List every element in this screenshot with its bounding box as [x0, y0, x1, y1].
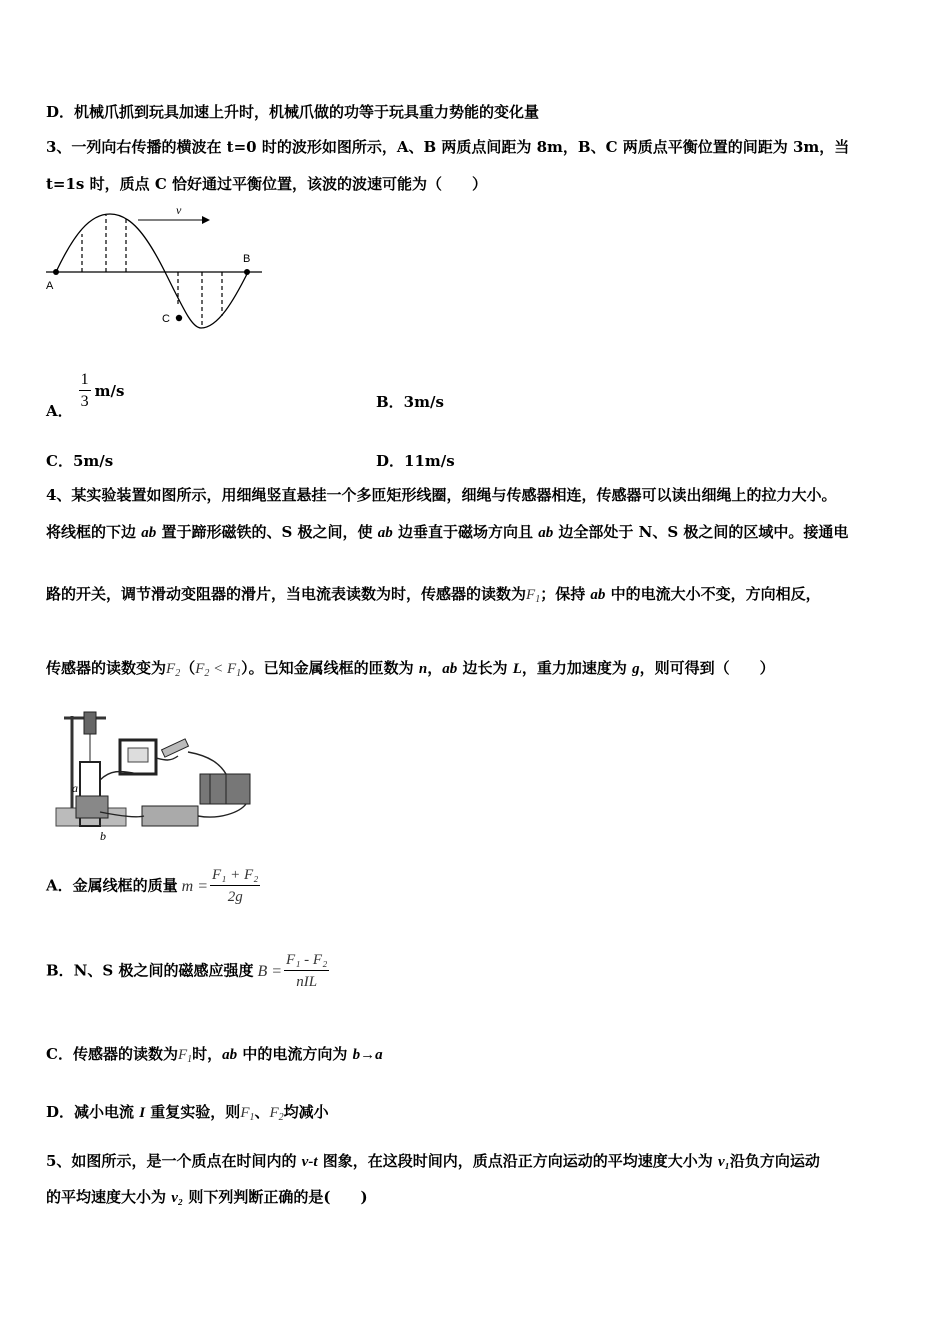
f2-symbol: $F_2$ [269, 1105, 284, 1123]
f1-symbol: $F_1$ [240, 1105, 255, 1123]
q4-stem-line4: 传感器的读数变为$F_2(F_2 < F_1)$。已知金属线框的匝数为 n，ab 边长为 L，重力加速度为 g，则可得到（ ） [46, 659, 775, 679]
rheostat [142, 806, 198, 826]
q3-option-a-fraction: $\frac{1}{3}$ [80, 371, 89, 410]
velocity-arrowhead-icon [202, 216, 210, 224]
q3-stem-line1: 3、一列向右传播的横波在 t=0 时的波形如图所示，A、B 两质点间距为 8m，B、C 两质点平衡位置的间距为 3m，当 [46, 138, 850, 156]
q3-stem-line2: t=1s 时，质点 C 恰好通过平衡位置，该波的波速可能为（ ） [46, 175, 487, 193]
q4-stem-line2: 将线框的下边 ab 置于蹄形磁铁的、S 极之间，使 ab 边垂直于磁场方向且 ab 边全部处于 N、S 极之间的区域中。接通电 [46, 523, 849, 541]
prev-option-d: D．机械爪抓到玩具加速上升时，机械爪做的功等于玩具重力势能的变化量 [46, 103, 540, 121]
label-c: C [162, 313, 170, 325]
q4-stem-line1: 4、某实验装置如图所示，用细绳竖直悬挂一个多匝矩形线圈，细绳与传感器相连，传感器可以读出细绳上的拉力大小。 [46, 486, 837, 504]
label-a: A [46, 280, 54, 292]
q4-option-c[interactable]: C．传感器的读数为$F_1$时，ab 中的电流方向为 b→a [46, 1045, 383, 1065]
f2-lt-f1: $F_2 < F_1$ [195, 661, 242, 679]
magnet [76, 796, 108, 818]
q4-stem-line3: 路的开关，调节滑动变阻器的滑片，当电流表读数为时，传感器的读数为$F_1$；保持 ab 中的电流大小不变，方向相反， [46, 585, 821, 605]
f1-symbol: $F_1$ [526, 587, 541, 605]
wave-figure [40, 200, 270, 340]
q4-option-b[interactable]: B．N、S 极之间的磁感应强度 B = $\frac{\text{F₁ - F₂}}{\text{nIL}}$ [46, 950, 329, 993]
label-a: a [72, 781, 78, 795]
switch [162, 739, 189, 757]
q3-option-c[interactable]: C．5m/s [46, 452, 114, 470]
q3-option-d[interactable]: D．11m/s [376, 452, 455, 470]
q3-option-b[interactable]: B．3m/s [376, 393, 444, 411]
velocity-label: v [176, 203, 182, 217]
f2-symbol: $F_2$ [166, 661, 181, 679]
point-b [244, 269, 250, 275]
point-a [53, 269, 59, 275]
battery [200, 774, 250, 804]
q4-option-a[interactable]: A．金属线框的质量 m = $\frac{\text{F₁ + F₂}}{2g}$ [46, 865, 260, 908]
apparatus-figure [50, 700, 260, 845]
wave-curve [56, 214, 251, 328]
f1-symbol: $F_1$ [177, 1047, 193, 1065]
sensor [84, 712, 96, 734]
q3-option-a-prefix: A． [46, 401, 73, 420]
q5-stem-line1: 5、如图所示，是一个质点在时间内的 v-t 图象，在这段时间内，质点沿正方向运动的平均速度大小为 v₁沿负方向运动 [46, 1152, 820, 1170]
label-b: B [243, 253, 251, 265]
q5-stem-line2: 的平均速度大小为 v₂ 则下列判断正确的是( ) [46, 1188, 368, 1206]
mass-fraction: $\frac{\text{F₁ + F₂}}{2g}$ [212, 867, 259, 905]
q3-option-a-unit: m/s [94, 381, 125, 400]
label-b: b [100, 829, 106, 843]
point-c [176, 315, 182, 321]
field-fraction: $\frac{\text{F₁ - F₂}}{\text{nIL}}$ [286, 952, 328, 990]
q3-option-a[interactable] [46, 370, 125, 420]
q4-option-d[interactable]: D．减小电流 I 重复实验，则$F_1$、$F_2$均减小 [46, 1103, 329, 1123]
